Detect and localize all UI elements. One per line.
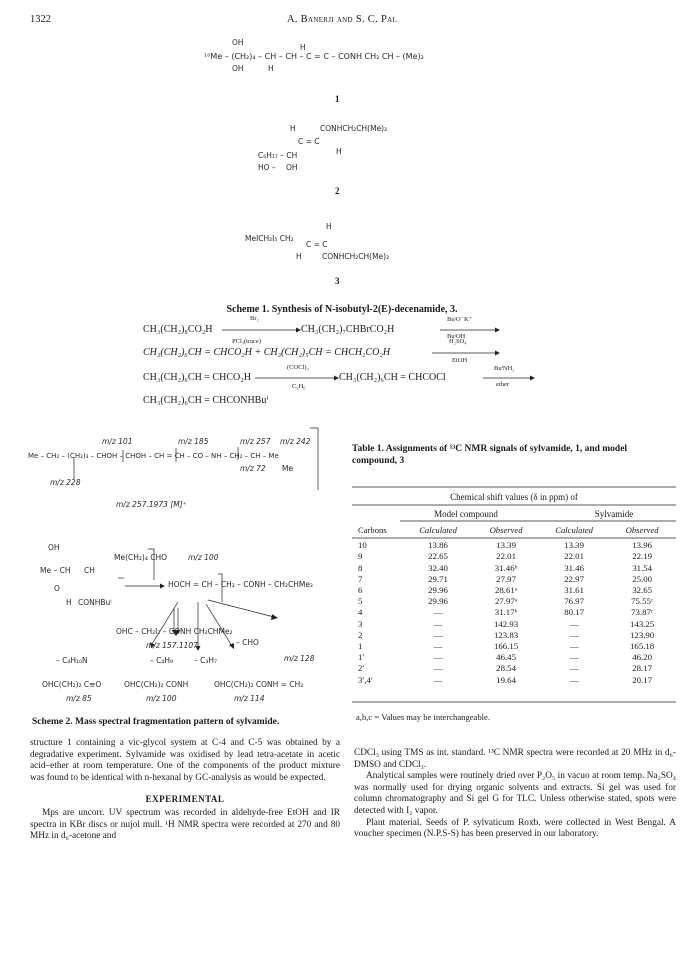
col-model-calculated: Calculated [419,525,457,535]
ms-loss-c4h9: – C₄H₉ [150,656,174,665]
structure-1: ¹⁰Me – (CH₂)₄ – CH – CH – C = C – CONH CH₂ CH – (Me)₂ [204,52,424,61]
table-row: 4 — 31.17ᵇ 80.17 73.87ᶜ [358,607,654,618]
ms-enol-fragment: HOCH = CH – CH₂ – CONH – CH₂CHMe₂ [168,580,314,589]
ms-fragment-chain: Me – CH₂ – (CH₂)₃ – CHOH – CHOH – CH = CH – CO – NH – CH₂ – CH – Me [28,452,279,460]
table-row: 3′,4′ — 19.64 — 20.17 [358,674,653,685]
ms-me: Me [282,464,294,473]
running-title: A. Banerji and S. C. Pal [286,14,398,25]
right-para-3: Plant material. Seeds of P. sylvaticum Roxb. were collected in West Bengal. A voucher specimen (N.P.S-S) has been preserved in our laboratory. [354,817,676,840]
page-number: 1322 [30,14,51,25]
ms-ring-h: H [66,598,72,607]
table-row: 8 32.40 31.46ᵇ 31.46 31.54 [358,562,653,573]
right-para-2: Analytical samples were routinely dried over P₂O₅ in vacuo at room temp. Na₂SO₄ was normally used for drying organic solvents and extracts. Si gel was used for column chromatography and Si gel G for TLC. Unless otherwise stated, spots were detected with I₂ vapor. [354,771,676,816]
ms-ring-conhbu: CONHBuⁱ [78,598,112,607]
s2-ho: HO – [258,163,276,172]
table-row: 2 — 123.83 — 123.90 [358,629,655,640]
ms-mz100-top: m/z 100 [188,553,219,562]
ms-loss-cho: – CHO [236,638,259,647]
ms-loss-c3h7: – C₃H₇ [194,656,218,665]
s2-oh: OH [286,163,298,172]
ms-molecular-ion: m/z 257.1973 [M]⁺ [116,500,187,509]
right-para-1: CDCl₃ using TMS as int. standard. ¹³C NMR spectra were recorded at 20 MHz in d₆-DMSO and CDCl₃. [354,748,676,770]
table-row: 9 22.65 22.01 22.01 22.19 [358,551,653,562]
scheme1-line2: CH₃(CH₂)₆CH = CHCO₂H + CH₃(CH₂)₅CH = CHCH₂CO₂H [143,347,391,358]
ms-mz228: m/z 228 [50,478,81,487]
scheme2-caption: Scheme 2. Mass spectral fragmentation pattern of sylvamide. [32,717,280,727]
s3-h1: H [326,222,332,231]
s1-oh: OH [232,64,244,73]
table-row: 5 29.96 27.97ᵃ 76.97 75.55ᶜ [358,596,654,607]
s2-alkene: C = C [298,137,320,146]
structure-3-label: 3 [335,276,340,286]
experimental-heading: EXPERIMENTAL [145,794,225,805]
table-row: 2′ — 28.54 — 28.17 [358,663,653,674]
s2-h: H [336,147,342,156]
s1-top-oh: OH [232,38,244,47]
table-row: 3 — 142.93 — 143.25 [358,618,655,629]
table1-footnote: a,b,c = Values may be interchangeable. [356,712,491,722]
scheme1-line3-left: CH₃(CH₂)₆CH = CHCO₂H [143,372,251,383]
scheme1-line1-left: CH₃(CH₂)₈CO₂H [143,324,213,335]
scheme1-line3-mid: CH₃(CH₂)₆CH = CHCOCl [339,372,446,383]
ms-product-114: OHC(CH₂)₂ CONH = CH₂ [214,680,304,689]
scheme1-reagent-butok: BuᵗO⁻K⁺ [447,316,473,323]
col-model-observed: Observed [489,525,523,535]
scheme1-reagent-pcl3: PCl₃(trace) [232,338,261,345]
left-para-2: Mps are uncorr. UV spectrum was recorded in aldehyde-free EtOH and IR spectra in KBr discs or nujol mull. ¹H NMR spectra were recorded at 270 and 80 MHz in d₆-acetone and [30,807,340,842]
right-column-text [354,748,676,841]
s2-c6: C₆H₁₇ – CH [258,151,298,160]
ms-ring-ch: CH [84,566,95,575]
ms-loss-c4h10n: – C₄H₁₀N [56,656,88,665]
s2-amide: CONHCH₂CH(Me)₂ [320,124,388,133]
scheme1-reagent-ether: ether [496,381,509,388]
s1-h1: H [268,64,274,73]
table-header-row [352,525,676,536]
ms-mz242: m/z 242 [280,437,311,446]
s2-top-h: H [290,124,296,133]
ms-mz157: m/z 157.1107 [146,641,198,650]
ms-mz85: m/z 85 [66,694,92,703]
ms-mz128: m/z 128 [284,654,315,663]
table-row: 10 13.86 13.39 13.39 13.96 [358,540,653,551]
table-row: 7 29.71 27.97 22.97 25.00 [358,573,653,584]
ms-aldehyde-fragment: OHC – CH₂I₂ – CONH CH₂CHMe₂ [116,627,233,636]
ms-mz185: m/z 185 [178,437,209,446]
scheme1-reagent-cocl2: (COCl)₂ [287,364,309,371]
col-syl-observed: Observed [625,525,659,535]
structure-1-label: 1 [335,94,340,104]
ms-mz257: m/z 257 [240,437,271,446]
s3-h2: H [296,252,302,261]
ms-mz114: m/z 114 [234,694,265,703]
scheme1-line4: CH₃(CH₂)₆CH = CHCONHBuⁱ [143,395,269,406]
scheme1-reagent-h2so4: H₂SO₄ [449,338,467,345]
s3-alkene: C = C [306,240,328,249]
scheme1-reagent-br2: Br₂ [250,315,259,322]
ms-mz72: m/z 72 [240,464,266,473]
table1-spanning-header: Chemical shift values (δ in ppm) of [450,492,578,502]
table1-group-model: Model compound [434,509,498,519]
scheme1-reagent-buoh: BuᵗOH [447,333,466,340]
s1-h2: H [300,43,306,52]
scheme1-reagent-c6h6: C₆H₆ [292,383,306,390]
left-column-text [30,738,340,843]
left-para-1: structure 1 containing a vic-glycol system at C-4 and C-5 was obtained by a degradative experiment. Sylvamide was oxidised by lead tetra-acetate in acetic acid–ether at room temperature. One of the components of the product mixture was found to be identical with n-hexanal by GC-analysis as would be expected. [30,738,340,783]
scheme1-reagent-etoh: EtOH [452,357,468,364]
ms-hexanal: Me(CH₂)₄ CHO [114,553,167,562]
col-carbons: Carbons [358,525,387,535]
ms-ring-oh: OH [48,543,60,552]
scheme1-reagent-buinh2: BuⁱNH₂ [494,365,515,372]
ms-product-100: OHC(CH₂)₂ CONH [124,680,189,689]
ms-ring-mech: Me – CH [40,566,71,575]
nmr-table [352,525,676,686]
structure-2-label: 2 [335,186,340,196]
scheme1-line1-mid: CH₃(CH₂)₇CHBrCO₂H [301,324,395,335]
ms-product-85: OHC(CH₂)₂ C≡O [42,680,102,689]
ms-ring-o: O [54,584,60,593]
ms-mz100: m/z 100 [146,694,177,703]
col-syl-calculated: Calculated [555,525,593,535]
table1-caption: Table 1. Assignments of ¹³C NMR signals of sylvamide, 1, and model compound, 3 [352,444,628,466]
s3-chain: MeICH₂I₅ CH₂ [245,234,294,243]
ms-mz101: m/z 101 [102,437,133,446]
table1-group-sylvamide: Sylvamide [594,509,634,519]
table-row: 1′ — 46.45 — 46.20 [358,652,653,663]
s3-amide: CONHCH₂CH(Me)₂ [322,252,390,261]
scheme1-title: Scheme 1. Synthesis of N-isobutyl-2(E)-decenamide, 3. [226,304,458,315]
table-row: 6 29.96 28.61ᵃ 31.61 32.65 [358,585,653,596]
table-row: 1 — 166.15 — 165.18 [358,641,655,652]
